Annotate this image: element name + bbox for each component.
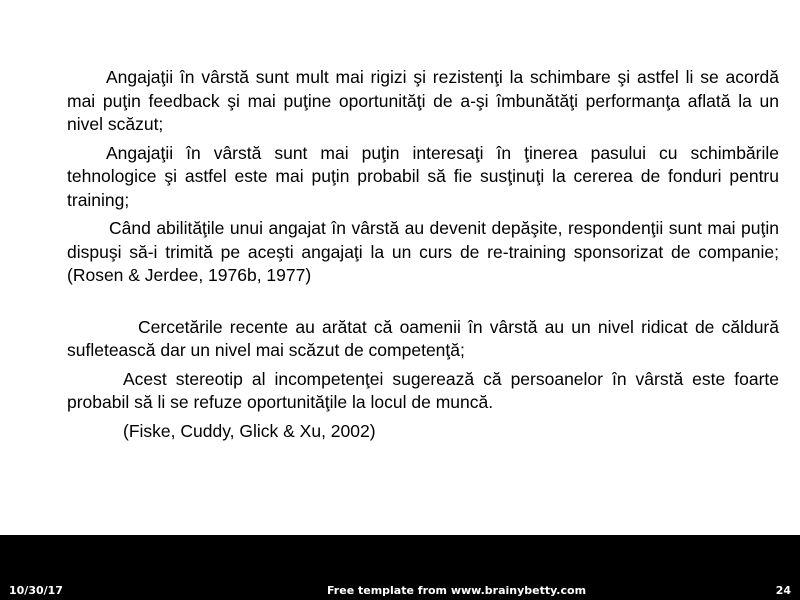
paragraph-stereotip: Acest stereotip al incompetenţei sugerează că persoanelor în vârstă este foarte probabil să li se refuze oportunităţile la locul de muncă.	[67, 368, 779, 412]
paragraph-citation: (Fiske, Cuddy, Glick & Xu, 2002)	[123, 420, 376, 441]
footer-date: 10/30/17	[9, 584, 63, 597]
paragraph-rigidity: Angajaţii în vârstă sunt mult mai rigizi şi rezistenţi la schimbare şi astfel li se acordă mai puţin feedback şi mai puţine oportunităţi de a-şi îmbunătăţi performanţa aflată la un nivel scăzut;	[67, 67, 779, 134]
paragraph-technology: Angajaţii în vârstă sunt mai puţin interesaţi în ţinerea pasului cu schimbările tehnologice şi astfel este mai puţin probabil să fie susţinuţi la cererea de fonduri pentru training;	[67, 142, 779, 210]
paragraph-retraining: Când abilităţile unui angajat în vârstă au devenit depăşite, respondenţii sunt mai puţin dispuşi să-i trimită pe aceşti angajaţi la un curs de re-training sponsorizat de companie; (Rosen & Jerdee, 1976b, 1977)	[67, 218, 779, 285]
page-number: 24	[775, 584, 791, 597]
footer-credit: Free template from www.brainybetty.com	[327, 584, 587, 597]
paragraph-research: Cercetările recente au arătat că oamenii în vârstă au un nivel ridicat de căldură sufletească dar un nivel mai scăzut de competenţă;	[67, 316, 779, 360]
slide-content	[67, 66, 779, 448]
footer-bar	[0, 535, 800, 600]
